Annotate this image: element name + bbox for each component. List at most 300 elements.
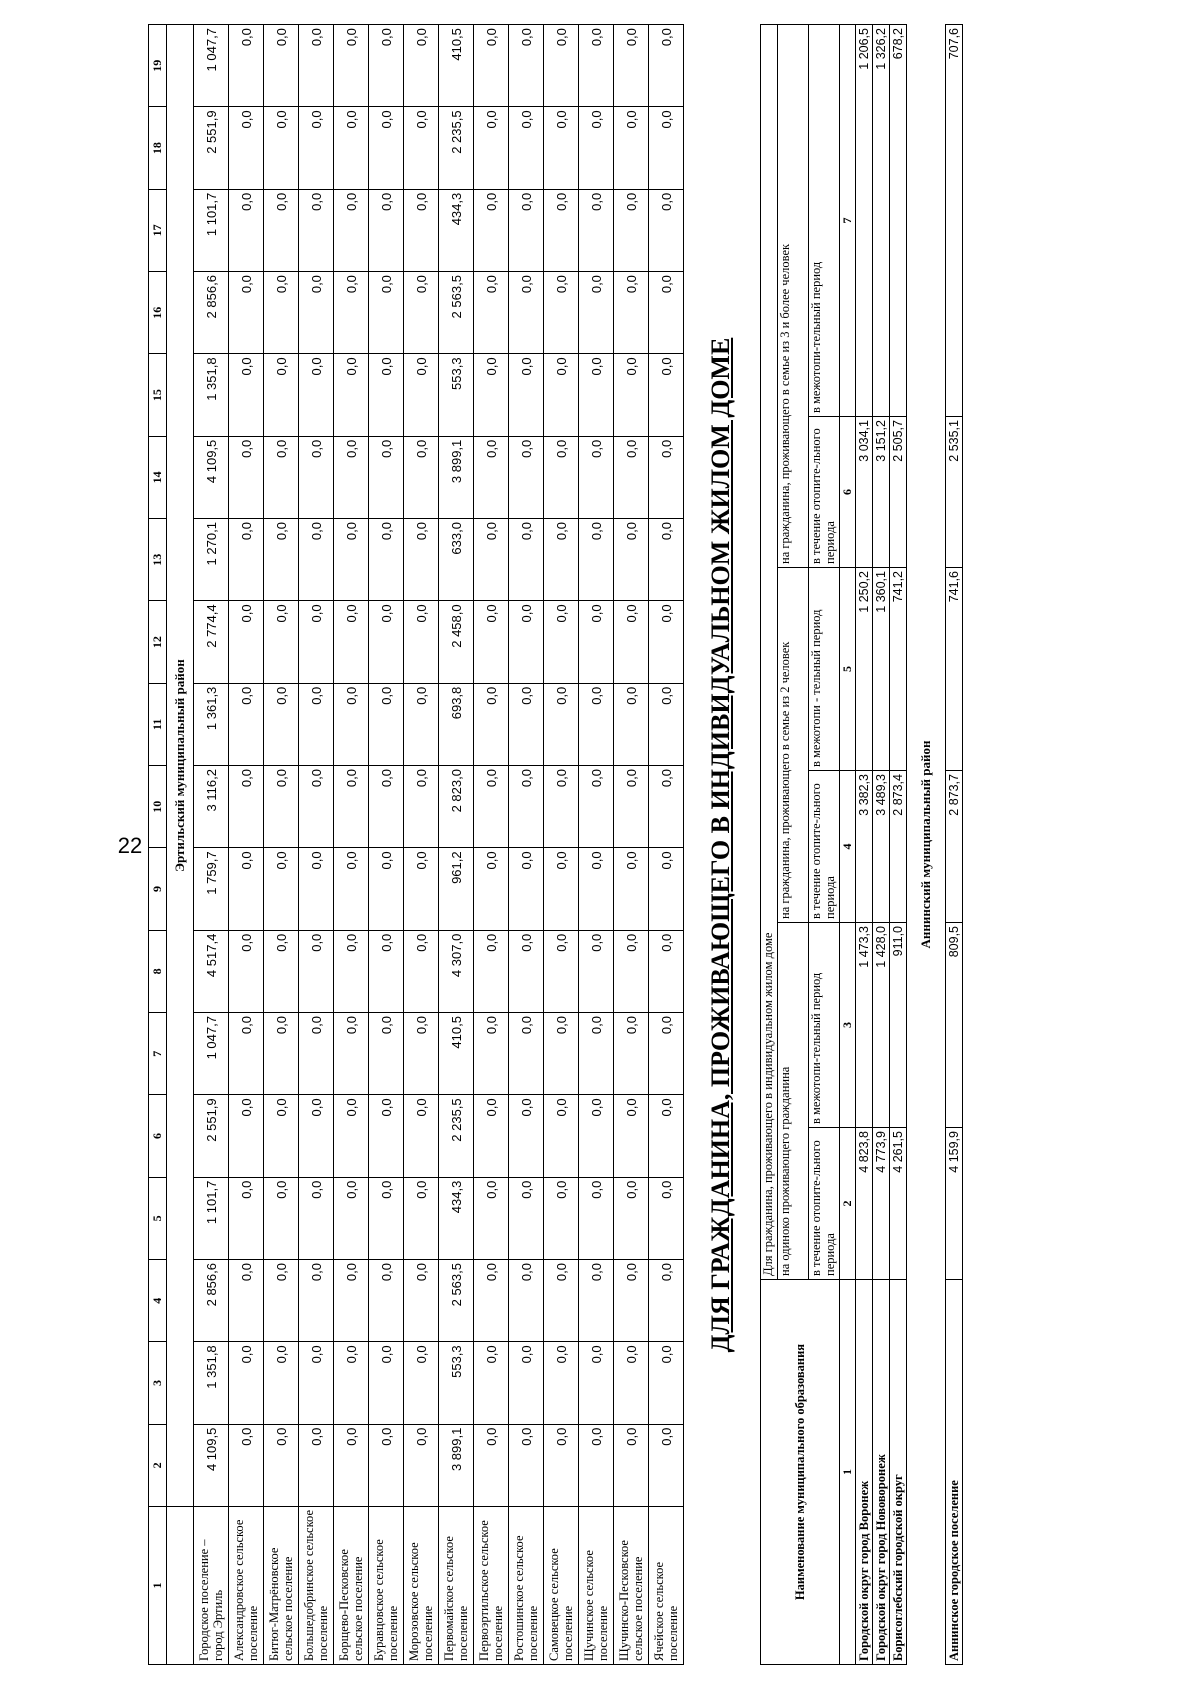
table-cell: 0,0 <box>614 519 649 601</box>
table-cell: 2 535,1 <box>946 417 963 568</box>
table-cell: 0,0 <box>404 272 439 354</box>
table-cell: 0,0 <box>614 766 649 848</box>
table-cell: 2 856,6 <box>194 272 229 354</box>
table-cell: 0,0 <box>264 519 299 601</box>
table-cell: 1 047,7 <box>194 1013 229 1095</box>
column-number: 4 <box>149 1260 167 1342</box>
table-cell: 0,0 <box>544 1095 579 1177</box>
column-index: 3 <box>840 923 856 1128</box>
table-cell: 0,0 <box>544 107 579 189</box>
column-number-row <box>149 25 167 1665</box>
table-cell: 0,0 <box>474 930 509 1012</box>
table-cell: 0,0 <box>579 354 614 436</box>
table-cell: 1 101,7 <box>194 189 229 271</box>
table-cell: 2 873,7 <box>946 771 963 923</box>
table-cell: 4 261,5 <box>890 1128 907 1280</box>
column-number: 18 <box>149 107 167 189</box>
table-cell: 0,0 <box>579 272 614 354</box>
table-cell: 0,0 <box>334 683 369 765</box>
settlement-name: Битюг-Матрёновское сельское поселение <box>264 1507 299 1665</box>
table-row <box>474 25 509 1665</box>
table-cell: 410,5 <box>439 1013 474 1095</box>
individual-house-table <box>760 24 963 1665</box>
table-cell: 0,0 <box>334 436 369 518</box>
table-cell: 961,2 <box>439 848 474 930</box>
table-cell: 0,0 <box>579 436 614 518</box>
table-cell: 0,0 <box>264 1260 299 1342</box>
table-cell: 0,0 <box>264 930 299 1012</box>
column-number: 8 <box>149 930 167 1012</box>
table-cell: 0,0 <box>614 683 649 765</box>
table-cell: 0,0 <box>509 1260 544 1342</box>
column-index-row <box>840 25 856 1665</box>
table-cell: 0,0 <box>544 519 579 601</box>
table-cell: 0,0 <box>474 683 509 765</box>
table-cell: 0,0 <box>334 1260 369 1342</box>
table-cell: 0,0 <box>299 1260 334 1342</box>
table-cell: 0,0 <box>264 354 299 436</box>
column-number: 1 <box>149 1507 167 1665</box>
table-cell: 0,0 <box>369 683 404 765</box>
table-cell: 0,0 <box>404 683 439 765</box>
table-cell: 0,0 <box>544 1013 579 1095</box>
column-number: 14 <box>149 436 167 518</box>
table-cell: 0,0 <box>264 1424 299 1506</box>
settlement-name: Щучинское сельское поселение <box>579 1507 614 1665</box>
table-cell: 0,0 <box>474 272 509 354</box>
table-cell: 0,0 <box>509 766 544 848</box>
table-cell: 0,0 <box>544 601 579 683</box>
table-cell: 0,0 <box>369 1177 404 1259</box>
table-cell: 0,0 <box>299 848 334 930</box>
table-cell: 0,0 <box>229 25 264 107</box>
table-cell: 0,0 <box>509 354 544 436</box>
table-cell: 0,0 <box>509 1013 544 1095</box>
table-cell: 0,0 <box>509 1177 544 1259</box>
table-cell: 0,0 <box>404 436 439 518</box>
table-cell: 2 505,7 <box>890 417 907 568</box>
sub-header-3: на гражданина, проживающего в семье из 3 и более человек <box>778 25 809 568</box>
table-cell: 0,0 <box>229 683 264 765</box>
table-cell: 911,0 <box>890 923 907 1128</box>
group-header-row <box>761 25 778 1665</box>
table-row <box>856 25 873 1665</box>
table-cell: 3 899,1 <box>439 436 474 518</box>
table-cell: 0,0 <box>299 519 334 601</box>
table-cell: 633,0 <box>439 519 474 601</box>
table-cell: 0,0 <box>404 25 439 107</box>
table-cell: 0,0 <box>579 107 614 189</box>
municipality-name: Борисоглебский городской округ <box>890 1280 907 1665</box>
table-cell: 2 563,5 <box>439 272 474 354</box>
table-cell: 2 235,5 <box>439 1095 474 1177</box>
table-cell: 4 517,4 <box>194 930 229 1012</box>
column-number: 11 <box>149 683 167 765</box>
table-cell: 0,0 <box>404 1260 439 1342</box>
table-cell: 0,0 <box>229 1342 264 1424</box>
table-cell: 0,0 <box>264 601 299 683</box>
table-cell: 4 773,9 <box>873 1128 890 1280</box>
table-cell: 0,0 <box>369 1424 404 1506</box>
table-row <box>509 25 544 1665</box>
table-cell: 0,0 <box>229 1013 264 1095</box>
period-header: в течение отопите-льного периода <box>809 771 840 923</box>
column-number: 5 <box>149 1177 167 1259</box>
table-cell: 0,0 <box>649 1177 684 1259</box>
table-cell: 0,0 <box>649 1424 684 1506</box>
table-cell: 0,0 <box>299 436 334 518</box>
table-cell: 0,0 <box>509 1095 544 1177</box>
table-row <box>369 25 404 1665</box>
table-cell: 0,0 <box>544 848 579 930</box>
period-header: в межотопи - тельный период <box>809 568 840 771</box>
table-cell: 0,0 <box>404 1177 439 1259</box>
table-cell: 0,0 <box>649 766 684 848</box>
table-cell: 0,0 <box>334 1095 369 1177</box>
table-cell: 678,2 <box>890 25 907 417</box>
table-row <box>649 25 684 1665</box>
table-cell: 0,0 <box>369 25 404 107</box>
table-cell: 0,0 <box>229 519 264 601</box>
table-cell: 3 899,1 <box>439 1424 474 1506</box>
table-cell: 0,0 <box>579 519 614 601</box>
table-cell: 0,0 <box>649 683 684 765</box>
table-cell: 0,0 <box>544 1260 579 1342</box>
table-cell: 0,0 <box>614 354 649 436</box>
table-cell: 3 489,3 <box>873 771 890 923</box>
table-cell: 0,0 <box>614 1177 649 1259</box>
table-cell: 0,0 <box>299 1095 334 1177</box>
table-cell: 0,0 <box>229 1424 264 1506</box>
table-row <box>229 25 264 1665</box>
table-cell: 0,0 <box>369 848 404 930</box>
table-cell: 0,0 <box>264 683 299 765</box>
table-cell: 0,0 <box>474 519 509 601</box>
table-cell: 3 382,3 <box>856 771 873 923</box>
column-number: 13 <box>149 519 167 601</box>
settlement-name: Александровское сельское поселение <box>229 1507 264 1665</box>
table-cell: 0,0 <box>299 1013 334 1095</box>
column-number: 17 <box>149 189 167 271</box>
column-number: 12 <box>149 601 167 683</box>
table-cell: 0,0 <box>614 107 649 189</box>
table-cell: 0,0 <box>334 766 369 848</box>
table-cell: 0,0 <box>509 272 544 354</box>
table-cell: 0,0 <box>404 601 439 683</box>
page-number: 22 <box>117 833 143 858</box>
table-cell: 0,0 <box>614 189 649 271</box>
settlement-name: Ростошинское сельское поселение <box>509 1507 544 1665</box>
column-number: 9 <box>149 848 167 930</box>
table-cell: 741,6 <box>946 568 963 771</box>
table-cell: 1 101,7 <box>194 1177 229 1259</box>
table-cell: 0,0 <box>264 1013 299 1095</box>
table-cell: 4 307,0 <box>439 930 474 1012</box>
table-cell: 2 458,0 <box>439 601 474 683</box>
table-cell: 0,0 <box>579 1342 614 1424</box>
table-cell: 0,0 <box>509 189 544 271</box>
table-cell: 0,0 <box>474 107 509 189</box>
table-cell: 0,0 <box>474 25 509 107</box>
table-cell: 0,0 <box>334 354 369 436</box>
table-cell: 0,0 <box>614 1013 649 1095</box>
table-cell: 1 047,7 <box>194 25 229 107</box>
table-cell: 0,0 <box>544 1177 579 1259</box>
table-cell: 0,0 <box>369 1260 404 1342</box>
period-header: в межотопи-тельный период <box>809 923 840 1128</box>
table-cell: 0,0 <box>404 930 439 1012</box>
table-cell: 0,0 <box>579 848 614 930</box>
table-cell: 0,0 <box>299 189 334 271</box>
settlement-name: Самовецкое сельское поселение <box>544 1507 579 1665</box>
table-cell: 0,0 <box>229 436 264 518</box>
table-cell: 3 151,2 <box>873 417 890 568</box>
table-cell: 0,0 <box>369 189 404 271</box>
table-cell: 1 270,1 <box>194 519 229 601</box>
table-cell: 0,0 <box>649 436 684 518</box>
table-cell: 0,0 <box>334 601 369 683</box>
table-cell: 553,3 <box>439 1342 474 1424</box>
table-cell: 0,0 <box>579 1095 614 1177</box>
table-cell: 0,0 <box>474 1342 509 1424</box>
column-number: 10 <box>149 766 167 848</box>
table-cell: 0,0 <box>474 1177 509 1259</box>
table-cell: 0,0 <box>544 1342 579 1424</box>
column-number: 6 <box>149 1095 167 1177</box>
section-row <box>167 25 194 1665</box>
table-cell: 2 551,9 <box>194 107 229 189</box>
table-cell: 0,0 <box>334 107 369 189</box>
table-cell: 0,0 <box>369 930 404 1012</box>
settlement-name: Первоэртильское сельское поселение <box>474 1507 509 1665</box>
table-cell: 0,0 <box>509 930 544 1012</box>
table-cell: 0,0 <box>264 25 299 107</box>
table-cell: 0,0 <box>474 1260 509 1342</box>
table-cell: 0,0 <box>404 354 439 436</box>
table-cell: 0,0 <box>264 107 299 189</box>
table-cell: 0,0 <box>369 1095 404 1177</box>
table-cell: 0,0 <box>229 766 264 848</box>
table-cell: 0,0 <box>614 848 649 930</box>
table-row <box>299 25 334 1665</box>
table-cell: 0,0 <box>229 1260 264 1342</box>
table-row <box>544 25 579 1665</box>
table-cell: 0,0 <box>229 1177 264 1259</box>
table-cell: 0,0 <box>614 601 649 683</box>
table-cell: 0,0 <box>474 1095 509 1177</box>
sub-header-1: на одиноко проживающего гражданина <box>778 923 809 1280</box>
table-cell: 0,0 <box>614 436 649 518</box>
table-cell: 0,0 <box>369 1013 404 1095</box>
table-cell: 0,0 <box>404 1013 439 1095</box>
column-number: 7 <box>149 1013 167 1095</box>
table-cell: 0,0 <box>404 766 439 848</box>
table-cell: 0,0 <box>579 601 614 683</box>
table-row <box>873 25 890 1665</box>
table-cell: 0,0 <box>649 25 684 107</box>
table-cell: 1 759,7 <box>194 848 229 930</box>
table-cell: 0,0 <box>264 766 299 848</box>
table-cell: 0,0 <box>334 1424 369 1506</box>
table-cell: 0,0 <box>299 272 334 354</box>
table-cell: 0,0 <box>509 436 544 518</box>
table-cell: 0,0 <box>474 354 509 436</box>
table-cell: 1 473,3 <box>856 923 873 1128</box>
table-cell: 0,0 <box>369 601 404 683</box>
table-cell: 0,0 <box>509 107 544 189</box>
table-cell: 0,0 <box>509 519 544 601</box>
table-row <box>579 25 614 1665</box>
table-cell: 0,0 <box>544 189 579 271</box>
table-cell: 2 563,5 <box>439 1260 474 1342</box>
settlement-name: Морозовское сельское поселение <box>404 1507 439 1665</box>
column-number: 19 <box>149 25 167 107</box>
table-cell: 0,0 <box>334 272 369 354</box>
column-number: 15 <box>149 354 167 436</box>
table-cell: 1 206,5 <box>856 25 873 417</box>
table-cell: 2 774,4 <box>194 601 229 683</box>
column-index: 4 <box>840 771 856 923</box>
table-cell: 0,0 <box>404 1095 439 1177</box>
table-cell: 0,0 <box>299 354 334 436</box>
table-cell: 0,0 <box>334 25 369 107</box>
table-cell: 0,0 <box>299 1177 334 1259</box>
table-cell: 0,0 <box>404 848 439 930</box>
table-cell: 434,3 <box>439 189 474 271</box>
table-cell: 553,3 <box>439 354 474 436</box>
table-cell: 707,6 <box>946 25 963 417</box>
settlement-name: Городское поселение – город Эртиль <box>194 1507 229 1665</box>
table-cell: 0,0 <box>334 848 369 930</box>
table-cell: 0,0 <box>369 766 404 848</box>
table-cell: 0,0 <box>299 766 334 848</box>
table-cell: 0,0 <box>544 683 579 765</box>
table-cell: 0,0 <box>404 107 439 189</box>
table-cell: 2 873,4 <box>890 771 907 923</box>
table-cell: 0,0 <box>509 25 544 107</box>
table-row <box>334 25 369 1665</box>
table-cell: 4 109,5 <box>194 436 229 518</box>
table-cell: 0,0 <box>404 1424 439 1506</box>
table-cell: 0,0 <box>579 25 614 107</box>
district-title: Аннинский муниципальный район <box>918 740 933 949</box>
table-row <box>614 25 649 1665</box>
table-cell: 3 034,1 <box>856 417 873 568</box>
ertil-district-table <box>148 24 684 1665</box>
table-cell: 0,0 <box>614 1095 649 1177</box>
table-cell: 0,0 <box>649 1260 684 1342</box>
table-cell: 0,0 <box>544 272 579 354</box>
column-index: 7 <box>840 25 856 417</box>
table-cell: 0,0 <box>474 189 509 271</box>
table-row <box>264 25 299 1665</box>
rotated-page-content <box>148 25 1178 1665</box>
table-cell: 0,0 <box>299 25 334 107</box>
column-number: 16 <box>149 272 167 354</box>
table-cell: 2 551,9 <box>194 1095 229 1177</box>
table-cell: 0,0 <box>264 1095 299 1177</box>
table-cell: 1 428,0 <box>873 923 890 1128</box>
table-cell: 0,0 <box>334 1177 369 1259</box>
table-cell: 0,0 <box>614 930 649 1012</box>
table-cell: 0,0 <box>299 1342 334 1424</box>
table-cell: 0,0 <box>369 272 404 354</box>
table-cell: 0,0 <box>544 1424 579 1506</box>
table-cell: 1 250,2 <box>856 568 873 771</box>
table-cell: 0,0 <box>649 930 684 1012</box>
table-cell: 0,0 <box>334 519 369 601</box>
table-cell: 0,0 <box>544 354 579 436</box>
column-index: 1 <box>840 1280 856 1665</box>
table-cell: 0,0 <box>579 189 614 271</box>
table-cell: 0,0 <box>229 930 264 1012</box>
table-cell: 741,2 <box>890 568 907 771</box>
municipality-name: Городской округ город Нововоронеж <box>873 1280 890 1665</box>
table-cell: 0,0 <box>614 272 649 354</box>
table-cell: 0,0 <box>579 1260 614 1342</box>
table-cell: 0,0 <box>229 848 264 930</box>
name-header: Наименование муниципального образования <box>761 1280 840 1665</box>
table-cell: 4 159,9 <box>946 1128 963 1280</box>
group-header: Для гражданина, проживающего в индивидуальном жилом доме <box>761 25 778 1280</box>
table-cell: 0,0 <box>369 1342 404 1424</box>
table-cell: 693,8 <box>439 683 474 765</box>
table-cell: 0,0 <box>229 354 264 436</box>
table-cell: 0,0 <box>649 848 684 930</box>
table-cell: 3 116,2 <box>194 766 229 848</box>
table-cell: 0,0 <box>614 1342 649 1424</box>
table-cell: 0,0 <box>229 189 264 271</box>
table-cell: 0,0 <box>509 601 544 683</box>
table-cell: 0,0 <box>334 189 369 271</box>
settlement-name: Первомайское сельское поселение <box>439 1507 474 1665</box>
table-cell: 0,0 <box>579 930 614 1012</box>
table-cell: 410,5 <box>439 25 474 107</box>
table-cell: 0,0 <box>229 107 264 189</box>
table-cell: 2 856,6 <box>194 1260 229 1342</box>
period-header: в межотопи-тельный период <box>809 25 840 417</box>
table-cell: 0,0 <box>649 107 684 189</box>
table-cell: 1 326,2 <box>873 25 890 417</box>
table-cell: 4 823,8 <box>856 1128 873 1280</box>
table-cell: 0,0 <box>404 519 439 601</box>
table-cell: 0,0 <box>474 1013 509 1095</box>
section-heading: ДЛЯ ГРАЖДАНИНА, ПРОЖИВАЮЩЕГО В ИНДИВИДУАЛЬНОМ ЖИЛОМ ДОМЕ <box>706 337 735 1353</box>
settlement-name: Ячейское сельское поселение <box>649 1507 684 1665</box>
column-index: 5 <box>840 568 856 771</box>
table-cell: 0,0 <box>579 766 614 848</box>
table-cell: 0,0 <box>264 1342 299 1424</box>
period-header: в течение отопите-льного периода <box>809 1128 840 1280</box>
table-cell: 0,0 <box>264 436 299 518</box>
table-cell: 1 360,1 <box>873 568 890 771</box>
table-cell: 1 351,8 <box>194 1342 229 1424</box>
column-index: 2 <box>840 1128 856 1280</box>
settlement-name: Большедобринское сельское поселение <box>299 1507 334 1665</box>
table-cell: 1 351,8 <box>194 354 229 436</box>
column-number: 3 <box>149 1342 167 1424</box>
sub-header-2: на гражданина, проживающего в семье из 2 человек <box>778 568 809 923</box>
table-cell: 0,0 <box>369 436 404 518</box>
table-cell: 0,0 <box>544 436 579 518</box>
table-cell: 0,0 <box>264 848 299 930</box>
table-cell: 0,0 <box>334 1342 369 1424</box>
settlement-name: Борщево-Песковское сельское поселение <box>334 1507 369 1665</box>
table-cell: 4 109,5 <box>194 1424 229 1506</box>
table-cell: 2 235,5 <box>439 107 474 189</box>
table-cell: 0,0 <box>509 683 544 765</box>
table-cell: 1 361,3 <box>194 683 229 765</box>
